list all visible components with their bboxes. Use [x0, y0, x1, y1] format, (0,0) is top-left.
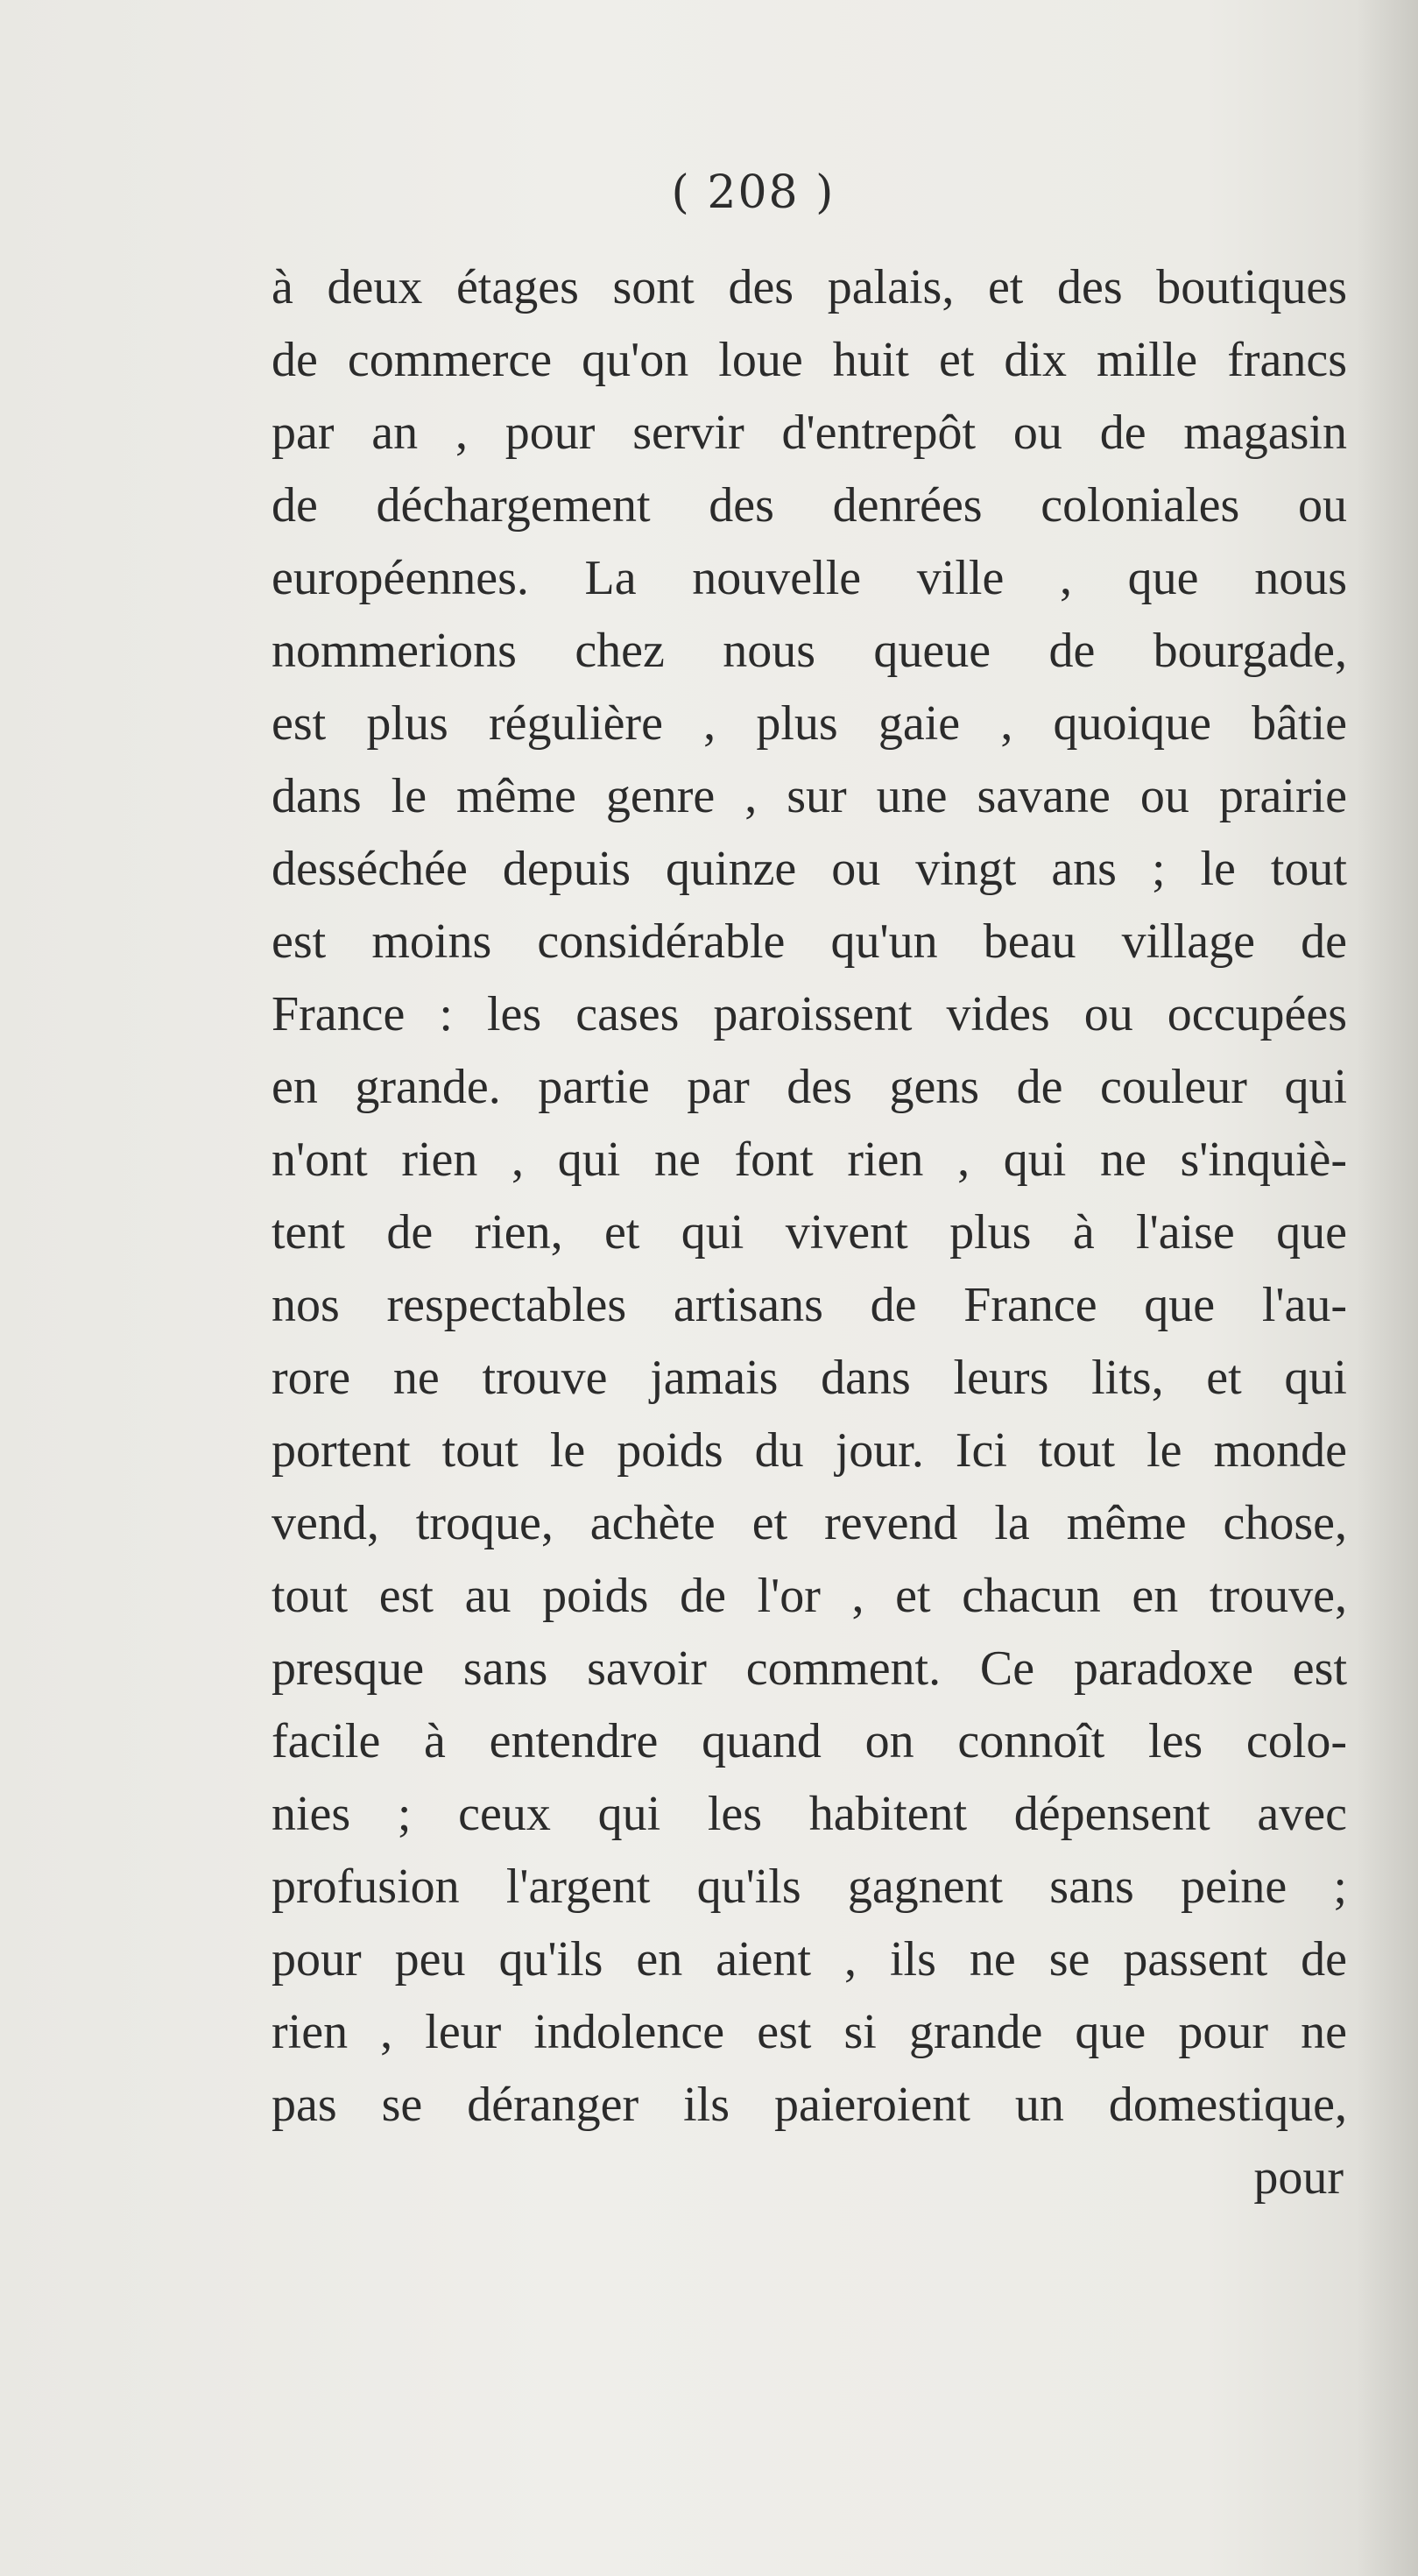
text-line: rore ne trouve jamais dans leurs lits, et qui	[272, 1351, 1347, 1405]
text-line: nos respectables artisans de France que l'au-	[272, 1278, 1347, 1332]
text-line: nommerions chez nous queue de bourgade,	[272, 624, 1347, 678]
body-text	[272, 251, 1347, 2214]
text-line: pour peu qu'ils en aient , ils ne se passent de	[272, 1932, 1347, 1987]
text-line: de déchargement des denrées coloniales ou	[272, 478, 1347, 533]
text-line: de commerce qu'on loue huit et dix mille francs	[272, 333, 1347, 387]
text-line: profusion l'argent qu'ils gagnent sans peine ;	[272, 1860, 1347, 1914]
text-line: facile à entendre quand on connoît les colo-	[272, 1714, 1347, 1768]
text-line: vend, troque, achète et revend la même chose,	[272, 1496, 1347, 1550]
page-number: ( 208 )	[671, 166, 836, 219]
text-line: portent tout le poids du jour. Ici tout le monde	[272, 1423, 1347, 1478]
text-line: n'ont rien , qui ne font rien , qui ne s'inquiè-	[272, 1133, 1347, 1187]
text-line: tent de rien, et qui vivent plus à l'aise que	[272, 1205, 1347, 1260]
text-line: rien , leur indolence est si grande que pour ne	[272, 2005, 1347, 2059]
text-line: presque sans savoir comment. Ce paradoxe est	[272, 1641, 1347, 1696]
text-line: nies ; ceux qui les habitent dépensent avec	[272, 1787, 1347, 1841]
text-line: en grande. partie par des gens de couleur qui	[272, 1060, 1347, 1114]
text-line: est plus régulière , plus gaie , quoique bâtie	[272, 696, 1347, 751]
text-line: France : les cases paroissent vides ou occupées	[272, 987, 1347, 1041]
catchword: pour	[1253, 2150, 1344, 2205]
text-line: à deux étages sont des palais, et des boutiques	[272, 260, 1347, 314]
text-line: pas se déranger ils paieroient un domestique,	[272, 2078, 1347, 2132]
text-line: dans le même genre , sur une savane ou prairie	[272, 769, 1347, 823]
text-line: par an , pour servir d'entrepôt ou de magasin	[272, 406, 1347, 460]
text-line: desséchée depuis quinze ou vingt ans ; le tout	[272, 842, 1347, 896]
text-line: est moins considérable qu'un beau village de	[272, 914, 1347, 969]
text-line: européennes. La nouvelle ville , que nous	[272, 551, 1347, 605]
text-line: tout est au poids de l'or , et chacun en trouve,	[272, 1569, 1347, 1623]
